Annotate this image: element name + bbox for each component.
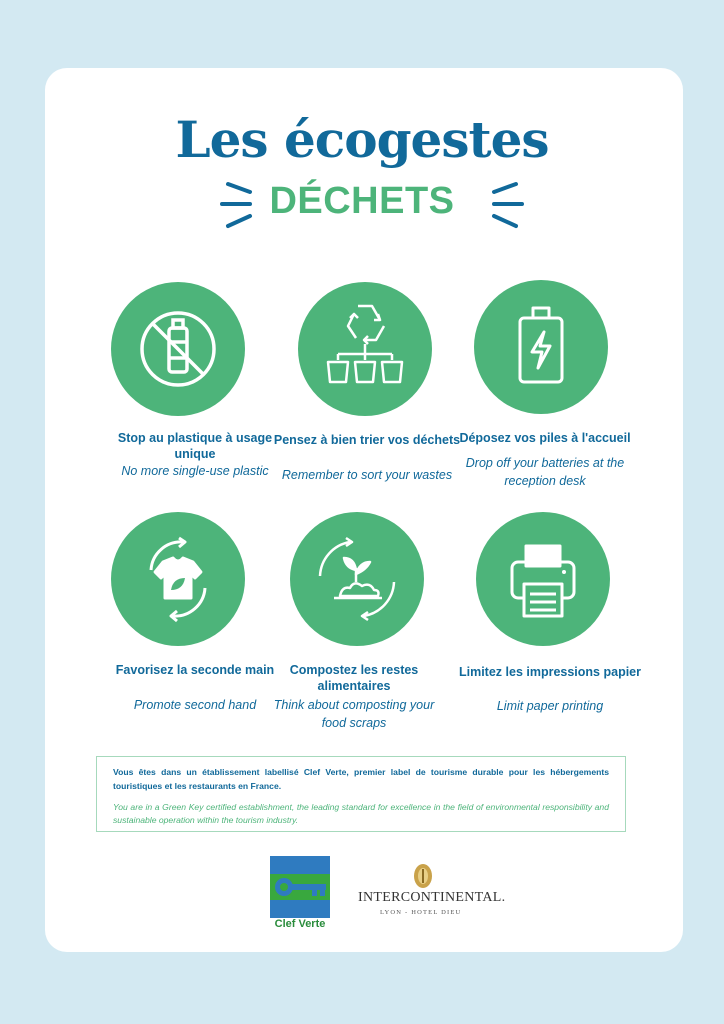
item-label-fr: Stop au plastique à usage unique bbox=[117, 431, 273, 461]
no-plastic-bottle-icon bbox=[111, 282, 245, 416]
item-label-en: No more single-use plastic bbox=[121, 464, 269, 478]
item-label-fr: Compostez les restes alimentaires bbox=[289, 663, 419, 693]
recycled-shirt-icon bbox=[111, 512, 245, 646]
compost-icon bbox=[290, 512, 424, 646]
item-label-fr: Favorisez la seconde main bbox=[115, 663, 275, 677]
intercontinental-name: INTERCONTINENTAL. bbox=[358, 890, 506, 905]
item-label-en: Drop off your batteries at the reception desk bbox=[465, 456, 625, 488]
subtitle-block bbox=[0, 178, 724, 228]
item-label-en: Limit paper printing bbox=[496, 699, 604, 713]
info-box bbox=[96, 756, 626, 832]
clef-verte-logo-icon bbox=[270, 856, 330, 918]
item-label-fr: Pensez à bien trier vos déchets bbox=[273, 433, 461, 447]
intercontinental-subtitle: LYON - HOTEL DIEU bbox=[380, 909, 462, 916]
item-label-en: Think about composting your food scraps bbox=[273, 698, 435, 730]
right-dashes-icon bbox=[470, 178, 530, 234]
info-text-en: You are in a Green Key certified establishment, the leading standard for excellence in the field of environmental responsibility and sustainable operation within the tourism industry. bbox=[113, 802, 609, 825]
item-label-en: Promote second hand bbox=[133, 698, 257, 712]
info-text-fr: Vous êtes dans un établissement labellisé Clef Verte, premier label de tourisme durable pour les hébergements touristiques et les restaurants en France. bbox=[113, 767, 609, 791]
recycling-sort-icon bbox=[298, 282, 432, 416]
subtitle: DÉCHETS bbox=[269, 180, 455, 222]
item-label-en: Remember to sort your wastes bbox=[281, 468, 453, 482]
intercontinental-emblem-icon bbox=[412, 862, 434, 890]
clef-verte-label: Clef Verte bbox=[274, 918, 326, 930]
page-title: Les écogestes bbox=[175, 110, 549, 169]
item-label-fr: Déposez vos piles à l'accueil bbox=[459, 431, 631, 445]
printer-icon bbox=[476, 512, 610, 646]
battery-icon bbox=[474, 280, 608, 414]
item-label-fr: Limitez les impressions papier bbox=[458, 665, 641, 679]
